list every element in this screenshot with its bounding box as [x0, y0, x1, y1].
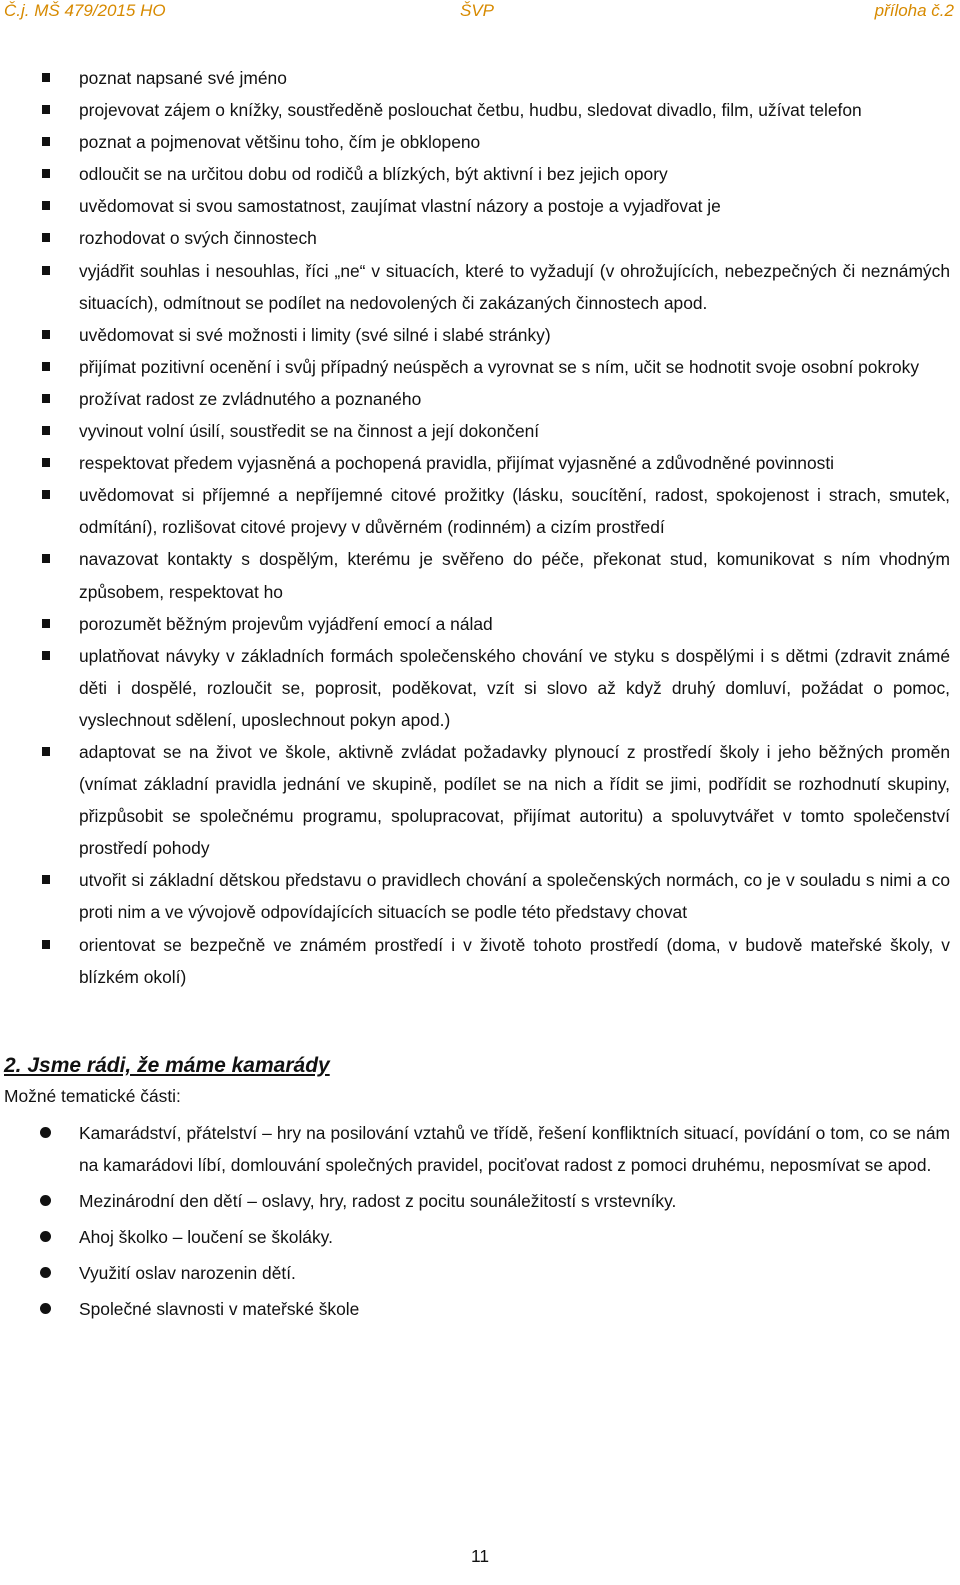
round-bullet-icon — [40, 1231, 51, 1242]
square-bullet-icon — [42, 105, 50, 114]
square-bullet-icon — [42, 747, 50, 756]
square-bullet-icon — [42, 201, 50, 210]
goal-item — [0, 94, 960, 126]
section-title: 2. Jsme rádi, že máme kamarády — [4, 1053, 330, 1077]
square-bullet-icon — [42, 394, 50, 403]
topic-item — [0, 1117, 960, 1181]
goal-text: uvědomovat si příjemné a nepříjemné citové prožitky (lásku, soucítění, radost, spokojenost i strach, smutek, odmítání), rozlišovat citové projevy v důvěrném (rodinném) a cizím prostředí — [79, 485, 950, 538]
topic-text: Ahoj školko – loučení se školáky. — [79, 1226, 333, 1247]
square-bullet-icon — [42, 458, 50, 467]
goal-item — [0, 543, 960, 607]
topic-text: Společné slavnosti v mateřské škole — [79, 1298, 360, 1319]
goal-item — [0, 351, 960, 383]
goal-text: poznat a pojmenovat většinu toho, čím je obklopeno — [79, 132, 481, 153]
goal-item — [0, 255, 960, 319]
square-bullet-icon — [42, 490, 50, 499]
header-title: ŠVP — [460, 1, 495, 20]
goal-text: rozhodovat o svých činnostech — [79, 228, 317, 249]
goal-item — [0, 479, 960, 543]
topic-text: Využití oslav narozenin dětí. — [79, 1262, 296, 1283]
page-header — [0, 0, 960, 26]
goals-list — [0, 62, 960, 993]
topic-item — [0, 1221, 960, 1253]
document-body — [0, 62, 960, 1329]
goal-text: adaptovat se na život ve škole, aktivně zvládat požadavky plynoucí z prostředí školy i jeho běžných proměn (vnímat základní pravidla jednání ve skupině, podílet se na nich a řídit se jimi, podřídit se rozhodnutí skupiny, přizpůsobit se společnému programu, spolupracovat, přijímat autoritu) a spoluvytvářet v tomto společenství prostředí pohody — [79, 741, 950, 859]
square-bullet-icon — [42, 619, 50, 628]
goal-text: respektovat předem vyjasněná a pochopená pravidla, přijímat vyjasněné a zdůvodněné povinnosti — [79, 453, 835, 474]
goal-text: uplatňovat návyky v základních formách společenského chování ve styku s dospělými i s dětmi (zdravit známé děti i dospělé, rozloučit se, poprosit, poděkovat, vzít si slovo až když druhý domluví, požádat o pomoc, vyslechnout sdělení, uposlechnout pokyn apod.) — [79, 645, 950, 730]
goal-item — [0, 62, 960, 94]
square-bullet-icon — [42, 651, 50, 660]
topic-text: Kamarádství, přátelství – hry na posilování vztahů ve třídě, řešení konfliktních situací, povídání o tom, co se nám na kamarádovi líbí, domlouvání společných pravidel, pociťovat radost z pomoci druhému, neposmívat se apod. — [79, 1122, 950, 1175]
goal-text: uvědomovat si svou samostatnost, zaujímat vlastní názory a postoje a vyjadřovat je — [79, 196, 721, 217]
goal-item — [0, 383, 960, 415]
goal-text: přijímat pozitivní ocenění i svůj případný neúspěch a vyrovnat se s ním, učit se hodnotit svoje osobní pokroky — [79, 356, 920, 377]
goal-item — [0, 126, 960, 158]
goal-text: vyvinout volní úsilí, soustředit se na činnost a její dokončení — [79, 421, 540, 442]
goal-text: uvědomovat si své možnosti i limity (své silné i slabé stránky) — [79, 324, 551, 345]
goal-text: odloučit se na určitou dobu od rodičů a blízkých, být aktivní i bez jejich opory — [79, 164, 668, 185]
goal-item — [0, 158, 960, 190]
goal-text: projevovat zájem o knížky, soustředěně poslouchat četbu, hudbu, sledovat divadlo, film, užívat telefon — [79, 100, 862, 121]
topic-text: Mezinárodní den dětí – oslavy, hry, radost z pocitu sounáležitostí s vrstevníky. — [79, 1190, 677, 1211]
goal-item — [0, 190, 960, 222]
round-bullet-icon — [40, 1267, 51, 1278]
goal-item — [0, 608, 960, 640]
square-bullet-icon — [42, 554, 50, 563]
section-subtitle: Možné tematické části: — [4, 1085, 181, 1106]
topic-item — [0, 1293, 960, 1325]
goal-item — [0, 447, 960, 479]
goal-text: utvořit si základní dětskou představu o pravidlech chování a společenských normách, co je v souladu s nimi a co proti nim a ve vývojově odpovídajících situacích se podle této představy chovat — [79, 870, 950, 923]
topic-item — [0, 1185, 960, 1217]
square-bullet-icon — [42, 233, 50, 242]
goal-text: poznat napsané své jméno — [79, 68, 287, 88]
goal-item — [0, 736, 960, 864]
square-bullet-icon — [42, 137, 50, 146]
header-attachment: příloha č.2 — [874, 1, 954, 20]
goal-item — [0, 864, 960, 928]
goal-item — [0, 415, 960, 447]
square-bullet-icon — [42, 266, 50, 275]
topics-list — [0, 1117, 960, 1325]
square-bullet-icon — [42, 169, 50, 178]
goal-item — [0, 222, 960, 254]
goal-item — [0, 319, 960, 351]
goal-item — [0, 640, 960, 736]
square-bullet-icon — [42, 426, 50, 435]
topic-item — [0, 1257, 960, 1289]
square-bullet-icon — [42, 73, 50, 82]
round-bullet-icon — [40, 1303, 51, 1314]
goal-item — [0, 929, 960, 993]
goal-text: vyjádřit souhlas i nesouhlas, říci „ne“ v situacích, které to vyžadují (v ohrožujících, nebezpečných či neznámých situacích), odmítnout se podílet na nedovolených či zakázaných činnostech apod. — [79, 260, 950, 313]
goal-text: orientovat se bezpečně ve známém prostředí i v životě tohoto prostředí (doma, v budově mateřské školy, v blízkém okolí) — [79, 934, 950, 987]
goal-text: prožívat radost ze zvládnutého a poznaného — [79, 388, 422, 409]
square-bullet-icon — [42, 875, 50, 884]
header-reference: Č.j. MŠ 479/2015 HO — [4, 1, 166, 20]
round-bullet-icon — [40, 1127, 51, 1138]
goal-text: navazovat kontakty s dospělým, kterému je svěřeno do péče, překonat stud, komunikovat s ním vhodným způsobem, respektovat ho — [79, 549, 950, 602]
square-bullet-icon — [42, 940, 50, 949]
round-bullet-icon — [40, 1195, 51, 1206]
square-bullet-icon — [42, 330, 50, 339]
page-number: 11 — [470, 1546, 490, 1566]
goal-text: porozumět běžným projevům vyjádření emocí a nálad — [79, 613, 493, 634]
square-bullet-icon — [42, 362, 50, 371]
